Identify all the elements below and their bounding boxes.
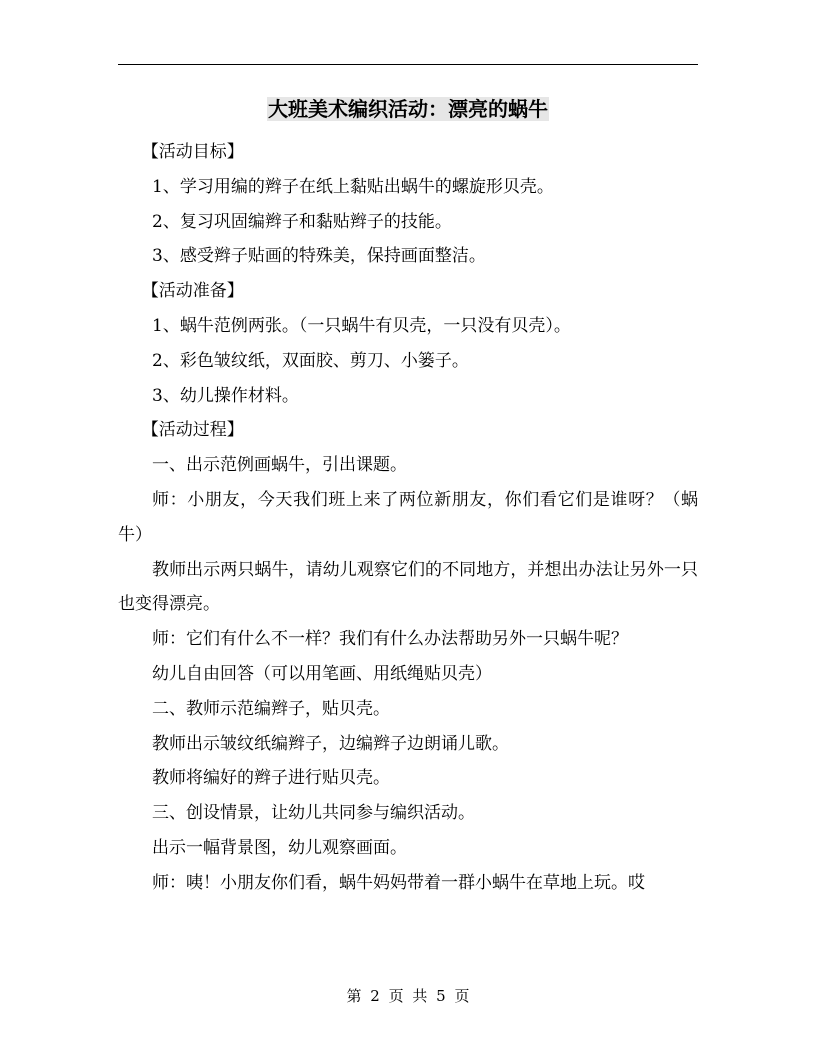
section-heading-preparation: 【活动准备】: [141, 281, 244, 302]
document-title-text: 大班美术编织活动：漂亮的蜗牛: [268, 97, 548, 121]
header-rule: [118, 64, 698, 65]
section-heading-process: 【活动过程】: [141, 420, 244, 441]
paragraph: 教师出示两只蜗牛，请幼儿观察它们的不同地方，并想出办法让另外一只也变得漂亮。: [118, 559, 698, 615]
paragraph: 2、复习巩固编辫子和黏贴辫子的技能。: [152, 211, 452, 232]
paragraph: 幼儿自由回答（可以用笔画、用纸绳贴贝壳）: [152, 663, 492, 684]
paragraph: 一、出示范例画蜗牛，引出课题。: [152, 455, 407, 476]
paragraph: 教师出示皱纹纸编辫子，边编辫子边朗诵儿歌。: [152, 733, 509, 754]
document-body: [118, 135, 698, 901]
paragraph: 2、彩色皱纹纸，双面胶、剪刀、小篓子。: [152, 350, 469, 371]
paragraph: 师：小朋友，今天我们班上来了两位新朋友，你们看它们是谁呀？（蜗牛）: [118, 489, 698, 545]
paragraph: 1、学习用编的辫子在纸上黏贴出蜗牛的螺旋形贝壳。: [152, 176, 554, 197]
paragraph: 3、幼儿操作材料。: [152, 385, 299, 406]
document-title: [0, 94, 816, 124]
paragraph: 三、创设情景，让幼儿共同参与编织活动。: [152, 803, 475, 824]
page-footer: 第 2 页 共 5 页: [346, 987, 470, 1005]
paragraph: 3、感受辫子贴画的特殊美，保持画面整洁。: [152, 246, 486, 267]
paragraph: 出示一幅背景图，幼儿观察画面。: [152, 837, 407, 858]
paragraph: 师：它们有什么不一样？我们有什么办法帮助另外一只蜗牛呢？: [152, 629, 628, 650]
paragraph: 二、教师示范编辫子，贴贝壳。: [152, 698, 390, 719]
section-heading-goals: 【活动目标】: [141, 142, 244, 162]
paragraph: 1、蜗牛范例两张。（一只蜗牛有贝壳，一只没有贝壳）。: [152, 315, 571, 336]
paragraph: 教师将编好的辫子进行贴贝壳。: [152, 768, 390, 789]
paragraph: 师：咦！小朋友你们看，蜗牛妈妈带着一群小蜗牛在草地上玩。哎: [152, 872, 645, 893]
